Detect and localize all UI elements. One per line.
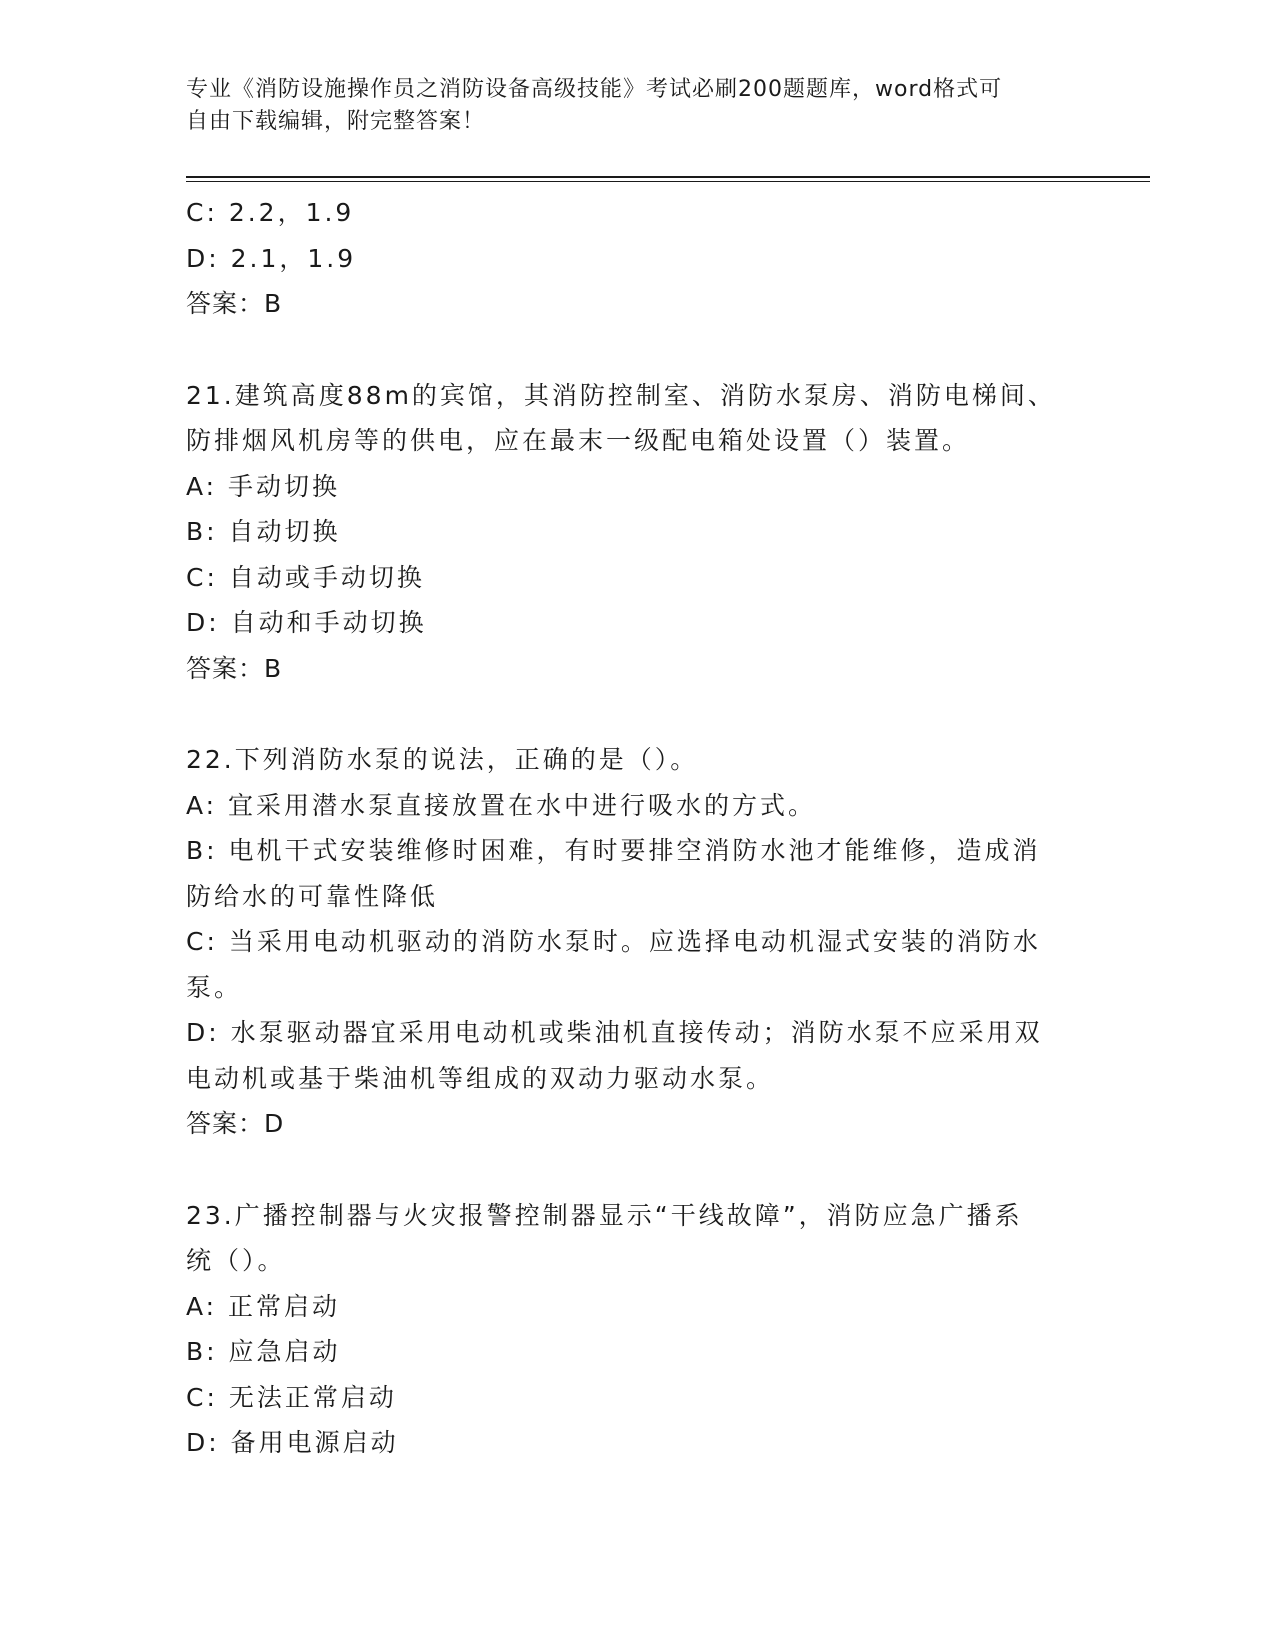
spacer [186, 1147, 1086, 1193]
question-stem: 23.广播控制器与火灾报警控制器显示“干线故障”，消防应急广播系 [186, 1200, 1023, 1230]
header-divider-thin [186, 181, 1150, 182]
question-stem: 22.下列消防水泵的说法，正确的是（）。 [186, 745, 699, 774]
option-a: A: 宜采用潜水泵直接放置在水中进行吸水的方式。 [186, 790, 817, 820]
option-c-continued: 泵。 [186, 972, 243, 1002]
option-a: A: 手动切换 [186, 471, 341, 501]
prev-question-block [186, 190, 1086, 327]
question-21 [186, 373, 1086, 692]
option-b: B: 电机干式安装维修时困难，有时要排空消防水池才能维修，造成消 [186, 836, 1041, 865]
option-c: C: 自动或手动切换 [186, 562, 425, 592]
option-d: D: 备用电源启动 [186, 1428, 399, 1457]
question-22 [186, 737, 1086, 1147]
option-d-continued: 电动机或基于柴油机等组成的双动力驱动水泵。 [186, 1063, 775, 1093]
page-header [186, 74, 1086, 138]
option-c: C: 当采用电动机驱动的消防水泵时。应选择电动机湿式安装的消防水 [186, 927, 1041, 956]
header-line-1: 专业《消防设施操作员之消防设备高级技能》考试必刷200题题库，word格式可 [186, 77, 1003, 102]
question-stem: 统（）。 [186, 1246, 286, 1275]
header-line-2: 自由下载编辑，附完整答案！ [186, 109, 486, 134]
option-b: B: 应急启动 [186, 1337, 341, 1366]
question-list [186, 190, 1086, 1466]
option-b: B: 自动切换 [186, 517, 341, 546]
header-divider-thick [186, 176, 1150, 178]
option-d: D: 水泵驱动器宜采用电动机或柴油机直接传动；消防水泵不应采用双 [186, 1018, 1043, 1047]
option-d: D: 自动和手动切换 [186, 608, 427, 637]
answer-line: 答案：D [186, 1109, 285, 1138]
option-c: C: 2.2，1.9 [186, 198, 355, 227]
answer-line: 答案：B [186, 289, 283, 318]
answer-line: 答案：B [186, 653, 283, 683]
option-c: C: 无法正常启动 [186, 1382, 397, 1412]
question-23 [186, 1193, 1086, 1466]
question-stem: 21.建筑高度88m的宾馆，其消防控制室、消防水泵房、消防电梯间、 [186, 380, 1056, 410]
spacer [186, 691, 1086, 737]
option-b-continued: 防给水的可靠性降低 [186, 881, 439, 911]
option-d: D: 2.1，1.9 [186, 243, 357, 273]
spacer [186, 327, 1086, 373]
question-stem: 防排烟风机房等的供电，应在最末一级配电箱处设置（）装置。 [186, 426, 971, 455]
option-a: A: 正常启动 [186, 1291, 341, 1321]
